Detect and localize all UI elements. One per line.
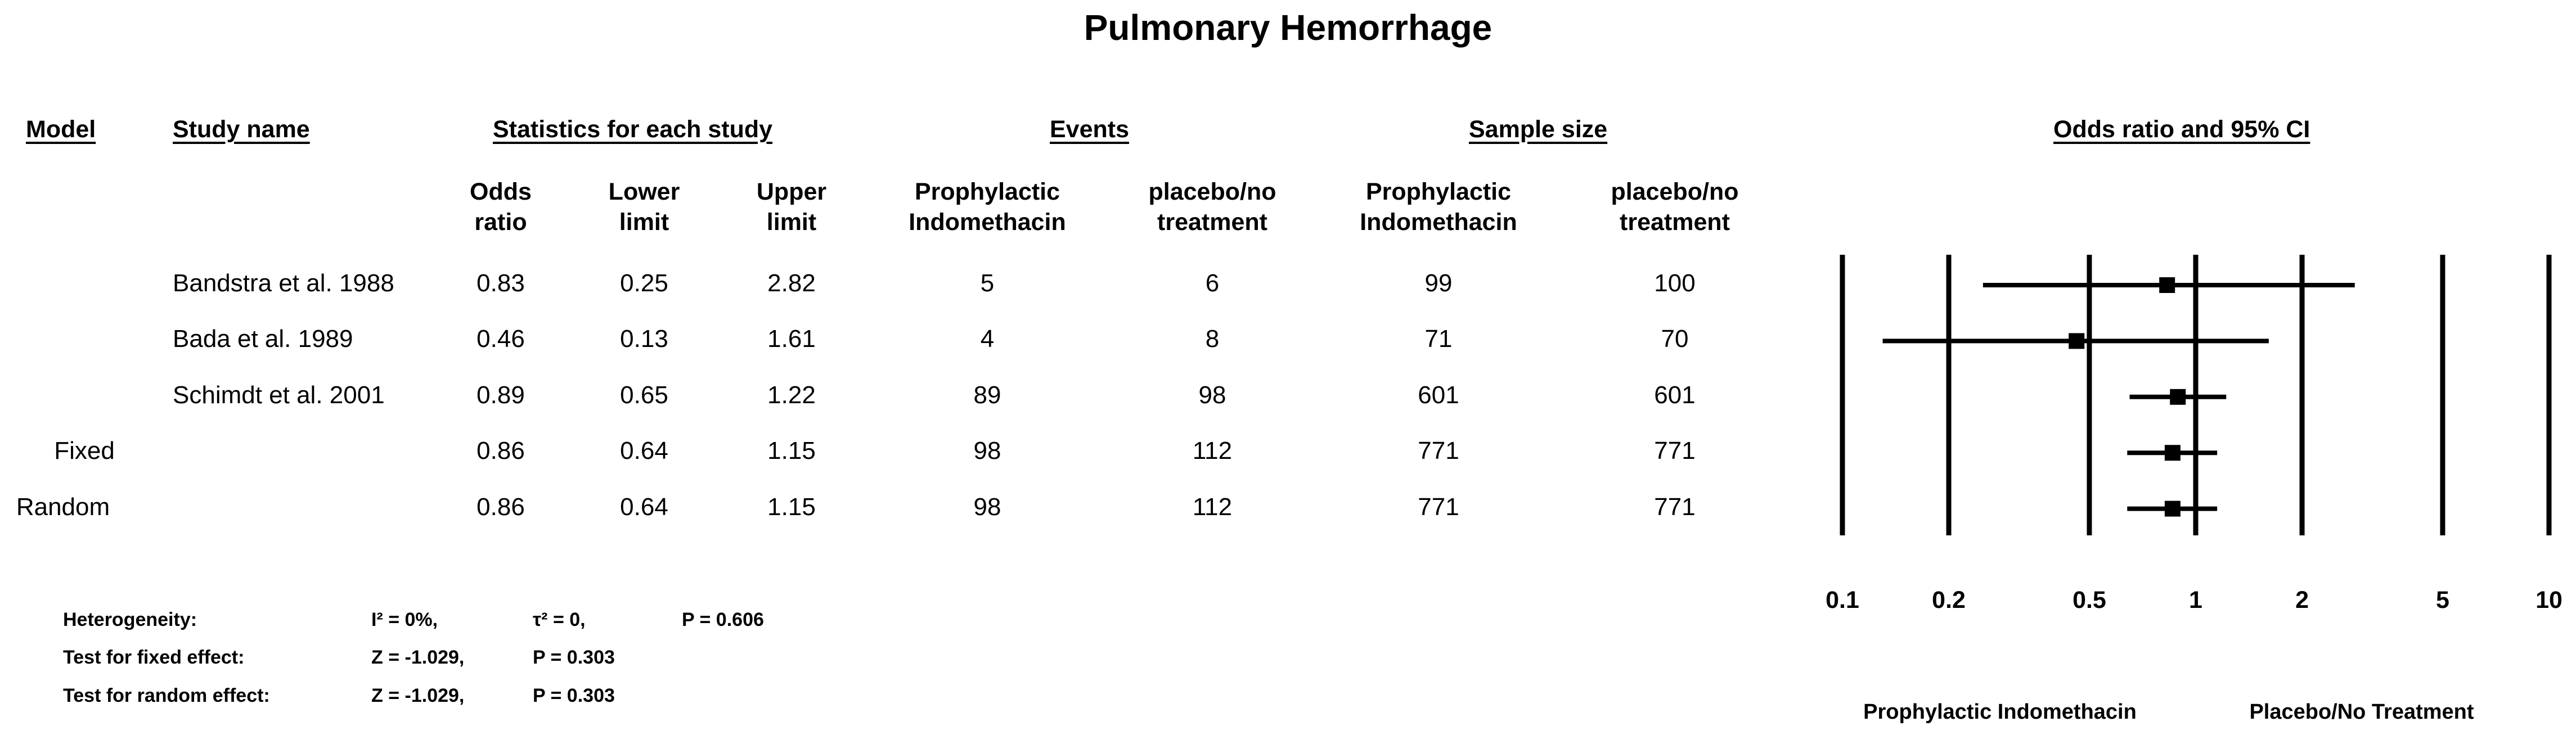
heterogeneity-p: P = 0.606 — [682, 609, 764, 630]
cell-odds-ratio: 0.86 — [476, 437, 525, 465]
cell-size-indo: 601 — [1418, 381, 1459, 409]
cell-size-placebo: 771 — [1654, 493, 1696, 521]
cell-events-placebo: 98 — [1198, 381, 1226, 409]
subheader-events-placebo: placebo/no treatment — [1148, 178, 1276, 236]
cell-upper: 1.15 — [767, 437, 816, 465]
chart-title: Pulmonary Hemorrhage — [1084, 7, 1492, 48]
point-estimate — [2159, 277, 2175, 293]
fixed-test-label: Test for fixed effect: — [63, 647, 245, 668]
cell-events-placebo: 6 — [1205, 269, 1220, 297]
cell-upper: 1.15 — [767, 493, 816, 521]
cell-size-indo: 71 — [1424, 325, 1453, 353]
cell-lower: 0.65 — [620, 381, 668, 409]
random-p-value: P = 0.303 — [533, 685, 615, 706]
cell-model: Fixed — [54, 437, 115, 465]
subheader-size-placebo: placebo/no treatment — [1611, 178, 1739, 236]
i2-value: I² = 0%, — [371, 609, 438, 630]
header-sample-size: Sample size — [1469, 116, 1608, 143]
cell-size-indo: 99 — [1424, 269, 1453, 297]
cell-odds-ratio: 0.86 — [476, 493, 525, 521]
favours-left-label: Prophylactic Indomethacin — [1863, 700, 2137, 724]
x-tick-label: 0.2 — [1932, 587, 1966, 614]
cell-upper: 2.82 — [767, 269, 816, 297]
cell-events-placebo: 112 — [1192, 493, 1233, 521]
subheader-upper-limit: Upper limit — [756, 178, 827, 236]
subheader-lower-limit: Lower limit — [608, 178, 680, 236]
x-tick-label: 2 — [2295, 587, 2309, 614]
header-events: Events — [1050, 116, 1130, 143]
subheader-odds-ratio: Odds ratio — [470, 178, 532, 236]
cell-odds-ratio: 0.89 — [476, 381, 525, 409]
point-estimate — [2165, 501, 2181, 517]
header-statistics: Statistics for each study — [493, 116, 773, 143]
cell-upper: 1.61 — [767, 325, 816, 353]
x-tick-label: 0.1 — [1826, 587, 1859, 614]
cell-lower: 0.64 — [620, 437, 668, 465]
cell-lower: 0.25 — [620, 269, 668, 297]
fixed-p-value: P = 0.303 — [533, 647, 615, 668]
cell-upper: 1.22 — [767, 381, 816, 409]
cell-events-indo: 89 — [973, 381, 1001, 409]
header-study-name: Study name — [173, 116, 310, 143]
x-tick-label: 0.5 — [2073, 587, 2106, 614]
fixed-z-value: Z = -1.029, — [371, 647, 465, 668]
random-z-value: Z = -1.029, — [371, 685, 465, 706]
subheader-size-indomethacin: Prophylactic Indomethacin — [1360, 178, 1517, 236]
subheader-events-indomethacin: Prophylactic Indomethacin — [909, 178, 1066, 236]
cell-events-indo: 98 — [973, 493, 1001, 521]
x-tick-label: 1 — [2189, 587, 2202, 614]
cell-model: Random — [16, 493, 110, 521]
cell-study: Bada et al. 1989 — [173, 325, 353, 353]
cell-events-indo: 5 — [980, 269, 995, 297]
cell-lower: 0.13 — [620, 325, 668, 353]
heterogeneity-label: Heterogeneity: — [63, 609, 197, 630]
cell-size-indo: 771 — [1418, 493, 1459, 521]
random-test-label: Test for random effect: — [63, 685, 270, 706]
header-model: Model — [26, 116, 96, 143]
favours-right-label: Placebo/No Treatment — [2249, 700, 2474, 724]
point-estimate — [2170, 389, 2186, 405]
cell-size-indo: 771 — [1418, 437, 1459, 465]
cell-size-placebo: 70 — [1661, 325, 1689, 353]
cell-events-placebo: 112 — [1192, 437, 1233, 465]
x-tick-label: 5 — [2435, 587, 2449, 614]
header-forest: Odds ratio and 95% CI — [2053, 116, 2310, 143]
point-estimate — [2069, 333, 2084, 349]
cell-events-indo: 98 — [973, 437, 1001, 465]
cell-study: Schimdt et al. 2001 — [173, 381, 385, 409]
cell-lower: 0.64 — [620, 493, 668, 521]
cell-events-indo: 4 — [980, 325, 995, 353]
tau2-value: τ² = 0, — [533, 609, 586, 630]
point-estimate — [2165, 445, 2181, 461]
cell-size-placebo: 601 — [1654, 381, 1696, 409]
cell-events-placebo: 8 — [1205, 325, 1220, 353]
x-tick-label: 10 — [2535, 587, 2562, 614]
cell-size-placebo: 100 — [1654, 269, 1696, 297]
cell-size-placebo: 771 — [1654, 437, 1696, 465]
cell-study: Bandstra et al. 1988 — [173, 269, 394, 297]
cell-odds-ratio: 0.46 — [476, 325, 525, 353]
cell-odds-ratio: 0.83 — [476, 269, 525, 297]
